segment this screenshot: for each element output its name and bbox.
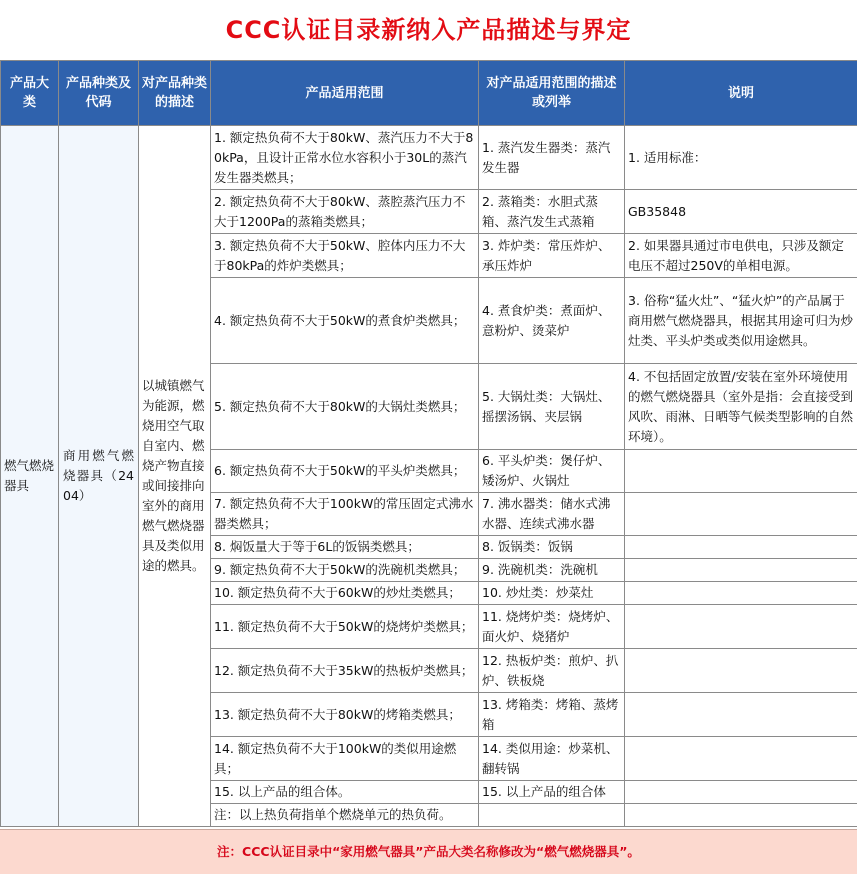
scope-cell: 8. 焖饭量大于等于6L的饭锅类燃具； xyxy=(211,536,479,559)
examples-cell: 7. 沸水器类：储水式沸水器、连续式沸水器 xyxy=(479,493,625,536)
note-cell xyxy=(625,649,857,693)
table-header-row xyxy=(1,61,857,126)
scope-cell: 11. 额定热负荷不大于50kW的烧烤炉类燃具； xyxy=(211,605,479,649)
scope-cell: 6. 额定热负荷不大于50kW的平头炉类燃具； xyxy=(211,450,479,493)
note-cell xyxy=(625,559,857,582)
examples-cell: 13. 烤箱类：烤箱、蒸烤箱 xyxy=(479,693,625,737)
header-notes: 说明 xyxy=(625,61,857,126)
examples-cell: 11. 烧烤炉类：烧烤炉、面火炉、烧猪炉 xyxy=(479,605,625,649)
examples-cell: 6. 平头炉类：煲仔炉、矮汤炉、火锅灶 xyxy=(479,450,625,493)
examples-cell: 12. 热板炉类：煎炉、扒炉、铁板烧 xyxy=(479,649,625,693)
note-cell xyxy=(625,693,857,737)
note-cell xyxy=(625,450,857,493)
note-cell: 2. 如果器具通过市电供电，只涉及额定电压不超过250V的单相电源。 xyxy=(625,234,857,278)
scope-cell: 14. 额定热负荷不大于100kW的类似用途燃具； xyxy=(211,737,479,781)
scope-cell: 5. 额定热负荷不大于80kW的大锅灶类燃具； xyxy=(211,364,479,450)
scope-cell: 1. 额定热负荷不大于80kW、蒸汽压力不大于80kPa，且设计正常水位水容积小于30L的蒸汽发生器类燃具； xyxy=(211,126,479,190)
examples-cell: 3. 炸炉类：常压炸炉、承压炸炉 xyxy=(479,234,625,278)
examples-cell: 8. 饭锅类：饭锅 xyxy=(479,536,625,559)
footer-note: 注：CCC认证目录中“家用燃气器具”产品大类名称修改为“燃气燃烧器具”。 xyxy=(0,829,857,874)
scope-cell: 4. 额定热负荷不大于50kW的煮食炉类燃具； xyxy=(211,278,479,364)
table-row xyxy=(1,126,857,190)
examples-cell: 4. 煮食炉类：煮面炉、意粉炉、烫菜炉 xyxy=(479,278,625,364)
product-type-cell: 商用燃气燃烧器具（2404） xyxy=(59,126,139,827)
examples-cell: 5. 大锅灶类：大锅灶、摇摆汤锅、夹层锅 xyxy=(479,364,625,450)
scope-cell: 9. 额定热负荷不大于50kW的洗碗机类燃具； xyxy=(211,559,479,582)
note-cell xyxy=(625,781,857,804)
examples-cell: 10. 炒灶类：炒菜灶 xyxy=(479,582,625,605)
note-cell xyxy=(625,737,857,781)
header-scope-examples: 对产品适用范围的描述或列举 xyxy=(479,61,625,126)
scope-cell: 10. 额定热负荷不大于60kW的炒灶类燃具； xyxy=(211,582,479,605)
scope-cell: 3. 额定热负荷不大于50kW、腔体内压力不大于80kPa的炸炉类燃具； xyxy=(211,234,479,278)
header-category: 产品大类 xyxy=(1,61,59,126)
product-description-cell: 以城镇燃气为能源，燃烧用空气取自室内、燃烧产物直接或间接排向室外的商用燃气燃烧器具及类似用途的燃具。 xyxy=(139,126,211,827)
note-cell: GB35848 xyxy=(625,190,857,234)
note-cell: 1. 适用标准： xyxy=(625,126,857,190)
examples-cell: 2. 蒸箱类：水胆式蒸箱、蒸汽发生式蒸箱 xyxy=(479,190,625,234)
product-table xyxy=(0,60,857,827)
examples-cell: 9. 洗碗机类：洗碗机 xyxy=(479,559,625,582)
examples-cell xyxy=(479,804,625,827)
header-type-description: 对产品种类的描述 xyxy=(139,61,211,126)
note-cell xyxy=(625,605,857,649)
page-title: CCC认证目录新纳入产品描述与界定 xyxy=(0,0,857,61)
header-product-type: 产品种类及代码 xyxy=(59,61,139,126)
scope-cell: 注：以上热负荷指单个燃烧单元的热负荷。 xyxy=(211,804,479,827)
scope-cell: 15. 以上产品的组合体。 xyxy=(211,781,479,804)
scope-cell: 12. 额定热负荷不大于35kW的热板炉类燃具； xyxy=(211,649,479,693)
note-cell xyxy=(625,582,857,605)
note-cell xyxy=(625,536,857,559)
scope-cell: 13. 额定热负荷不大于80kW的烤箱类燃具； xyxy=(211,693,479,737)
scope-cell: 2. 额定热负荷不大于80kW、蒸腔蒸汽压力不大于1200Pa的蒸箱类燃具； xyxy=(211,190,479,234)
scope-cell: 7. 额定热负荷不大于100kW的常压固定式沸水器类燃具； xyxy=(211,493,479,536)
note-cell: 4. 不包括固定放置/安装在室外环境使用的燃气燃烧器具（室外是指：会直接受到风吹、雨淋、日晒等气候类型影响的自然环境）。 xyxy=(625,364,857,450)
examples-cell: 1. 蒸汽发生器类：蒸汽发生器 xyxy=(479,126,625,190)
examples-cell: 15. 以上产品的组合体 xyxy=(479,781,625,804)
note-cell xyxy=(625,493,857,536)
note-cell: 3. 俗称“猛火灶”、“猛火炉”的产品属于商用燃气燃烧器具，根据其用途可归为炒灶类、平头炉类或类似用途燃具。 xyxy=(625,278,857,364)
category-cell: 燃气燃烧器具 xyxy=(1,126,59,827)
examples-cell: 14. 类似用途：炒菜机、翻转锅 xyxy=(479,737,625,781)
header-scope: 产品适用范围 xyxy=(211,61,479,126)
note-cell xyxy=(625,804,857,827)
